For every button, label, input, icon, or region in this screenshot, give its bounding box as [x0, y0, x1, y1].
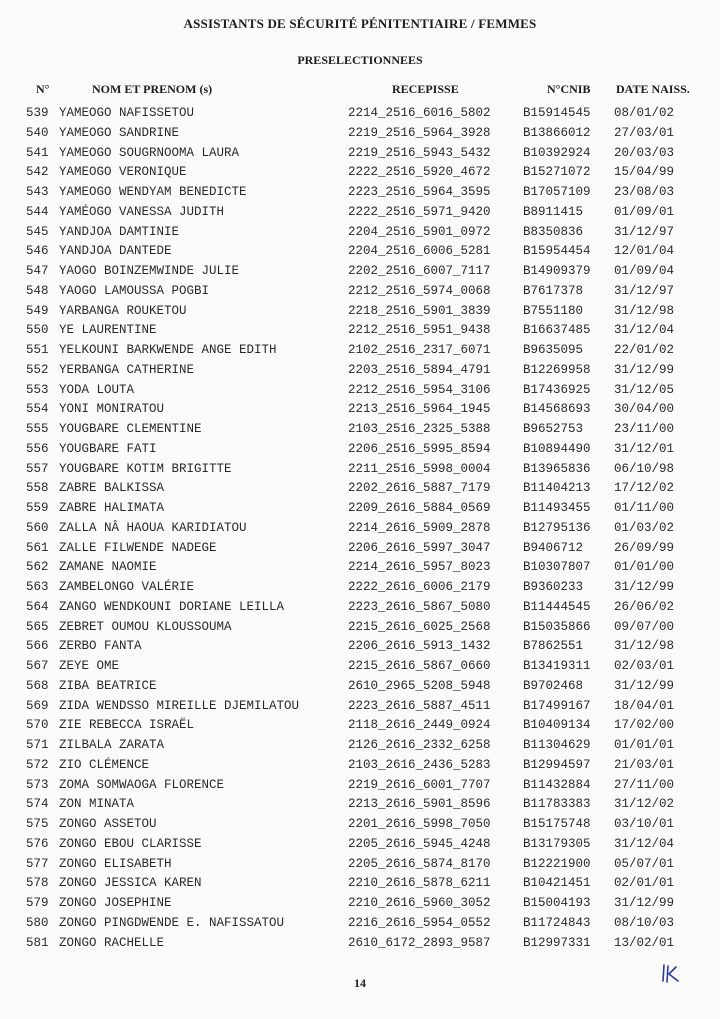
row-cnib: B11724843: [523, 915, 591, 930]
row-cnib: B10307807: [523, 560, 591, 575]
column-header-cnib: N°CNIB: [547, 82, 591, 96]
row-birth-date: 30/04/00: [614, 402, 675, 417]
table-row: [0, 304, 720, 324]
row-birth-date: 12/01/04: [614, 244, 675, 259]
row-number: 573: [26, 777, 49, 792]
table-row: [0, 778, 720, 798]
row-cnib: B9406712: [523, 540, 584, 555]
table-row: [0, 185, 720, 205]
row-recepisse: 2223_2616_5867_5080: [348, 599, 491, 614]
row-name: ZOMA SOMWAOGA FLORENCE: [59, 777, 225, 792]
row-number: 567: [26, 659, 49, 673]
row-recepisse: 2223_2516_5964_3595: [348, 185, 491, 199]
table-row: [0, 560, 720, 580]
row-birth-date: 31/12/98: [614, 303, 675, 318]
row-birth-date: 27/11/00: [614, 777, 675, 792]
row-birth-date: 31/12/99: [614, 678, 675, 693]
table-body: [0, 106, 720, 955]
row-birth-date: 31/12/98: [614, 639, 675, 654]
row-cnib: B11493455: [523, 501, 591, 515]
row-cnib: B12997331: [523, 935, 591, 950]
table-row: [0, 718, 720, 738]
row-name: ZAMANE NAOMIE: [59, 560, 157, 575]
row-birth-date: 13/02/01: [614, 935, 675, 950]
table-row: [0, 659, 720, 679]
row-recepisse: 2215_2616_5867_0660: [348, 659, 491, 673]
row-cnib: B14568693: [523, 402, 591, 417]
row-birth-date: 27/03/01: [614, 125, 675, 140]
row-cnib: B15271072: [523, 165, 591, 180]
row-name: ZONGO EBOU CLARISSE: [59, 836, 202, 851]
row-recepisse: 2118_2616_2449_0924: [348, 718, 491, 733]
table-row: [0, 600, 720, 620]
row-birth-date: 31/12/97: [614, 224, 675, 239]
row-recepisse: 2219_2516_5964_3928: [348, 125, 491, 140]
row-name: YAMEOGO SOUGRNOOMA LAURA: [59, 145, 240, 160]
row-recepisse: 2210_2616_5878_6211: [348, 876, 491, 891]
row-recepisse: 2219_2516_5943_5432: [348, 145, 491, 160]
row-number: 553: [26, 382, 49, 397]
row-birth-date: 23/08/03: [614, 185, 675, 199]
row-birth-date: 26/09/99: [614, 540, 675, 555]
table-row: [0, 106, 720, 126]
row-cnib: B15004193: [523, 896, 591, 910]
table-row: [0, 797, 720, 817]
table-row: [0, 639, 720, 659]
table-row: [0, 205, 720, 225]
row-birth-date: 05/07/01: [614, 856, 675, 871]
row-birth-date: 08/01/02: [614, 106, 675, 120]
column-header-number: N°: [36, 82, 50, 96]
row-recepisse: 2206_2616_5913_1432: [348, 639, 491, 654]
table-header: [0, 82, 720, 102]
row-number: 572: [26, 757, 49, 772]
row-number: 559: [26, 501, 49, 515]
row-number: 569: [26, 698, 49, 713]
row-recepisse: 2610_2965_5208_5948: [348, 678, 491, 693]
row-recepisse: 2215_2616_6025_2568: [348, 619, 491, 634]
row-cnib: B10894490: [523, 441, 591, 456]
row-cnib: B15954454: [523, 244, 591, 259]
row-cnib: B11444545: [523, 599, 591, 614]
row-recepisse: 2214_2616_5957_8023: [348, 560, 491, 575]
row-cnib: B17057109: [523, 185, 591, 199]
row-name: YAOGO LAMOUSSA POGBI: [59, 283, 210, 298]
row-number: 554: [26, 402, 49, 417]
row-birth-date: 21/03/01: [614, 757, 675, 772]
row-cnib: B7862551: [523, 639, 584, 654]
row-name: ZONGO JOSEPHINE: [59, 896, 172, 910]
table-row: [0, 402, 720, 422]
row-birth-date: 23/11/00: [614, 422, 675, 436]
row-cnib: B13179305: [523, 836, 591, 851]
row-recepisse: 2102_2516_2317_6071: [348, 343, 491, 357]
row-recepisse: 2202_2516_6007_7117: [348, 264, 491, 278]
row-recepisse: 2222_2616_6006_2179: [348, 580, 491, 594]
row-number: 571: [26, 738, 49, 752]
row-number: 542: [26, 165, 49, 180]
column-header-recepisse: RECEPISSE: [392, 82, 459, 96]
row-recepisse: 2126_2616_2332_6258: [348, 738, 491, 752]
row-cnib: B15035866: [523, 619, 591, 634]
row-cnib: B11304629: [523, 738, 591, 752]
row-recepisse: 2212_2516_5951_9438: [348, 323, 491, 338]
row-birth-date: 31/12/02: [614, 797, 675, 812]
row-cnib: B16637485: [523, 323, 591, 338]
table-row: [0, 738, 720, 758]
row-number: 555: [26, 422, 49, 436]
row-birth-date: 08/10/03: [614, 915, 675, 930]
row-birth-date: 31/12/05: [614, 382, 675, 397]
table-row: [0, 126, 720, 146]
row-number: 560: [26, 520, 49, 535]
row-cnib: B11783383: [523, 797, 591, 812]
row-cnib: B9635095: [523, 343, 584, 357]
row-recepisse: 2222_2516_5971_9420: [348, 204, 491, 219]
row-cnib: B15175748: [523, 817, 591, 831]
row-number: 556: [26, 441, 49, 456]
row-number: 561: [26, 540, 49, 555]
row-recepisse: 2222_2516_5920_4672: [348, 165, 491, 180]
row-number: 548: [26, 283, 49, 298]
row-cnib: B12269958: [523, 362, 591, 377]
row-number: 547: [26, 264, 49, 278]
row-number: 580: [26, 915, 49, 930]
row-number: 557: [26, 461, 49, 476]
table-row: [0, 857, 720, 877]
row-name: ZANGO WENDKOUNI DORIANE LEILLA: [59, 599, 285, 614]
row-birth-date: 15/04/99: [614, 165, 675, 180]
row-cnib: B13965836: [523, 461, 591, 476]
row-birth-date: 01/11/00: [614, 501, 675, 515]
row-name: ZONGO JESSICA KAREN: [59, 876, 202, 891]
row-recepisse: 2212_2516_5974_0068: [348, 283, 491, 298]
row-birth-date: 26/06/02: [614, 599, 675, 614]
row-birth-date: 31/12/04: [614, 323, 675, 338]
table-row: [0, 462, 720, 482]
table-row: [0, 620, 720, 640]
row-number: 566: [26, 639, 49, 654]
row-name: YAMEOGO SANDRINE: [59, 125, 180, 140]
row-recepisse: 2206_2616_5997_3047: [348, 540, 491, 555]
table-row: [0, 264, 720, 284]
row-recepisse: 2213_2516_5964_1945: [348, 402, 491, 417]
row-name: ZONGO PINGDWENDE E. NAFISSATOU: [59, 915, 285, 930]
document-subtitle: PRESELECTIONNEES: [297, 53, 423, 67]
row-recepisse: 2206_2516_5995_8594: [348, 441, 491, 456]
row-name: YANDJOA DANTEDE: [59, 244, 172, 259]
row-number: 564: [26, 599, 49, 614]
row-name: YAMEOGO WENDYAM BENEDICTE: [59, 185, 247, 199]
table-row: [0, 817, 720, 837]
row-cnib: B10392924: [523, 145, 591, 160]
row-name: YOUGBARE KOTIM BRIGITTE: [59, 461, 232, 476]
table-row: [0, 442, 720, 462]
table-row: [0, 837, 720, 857]
row-name: ZERBO FANTA: [59, 639, 142, 654]
row-birth-date: 06/10/98: [614, 461, 675, 476]
row-birth-date: 02/01/01: [614, 876, 675, 891]
row-name: YONI MONIRATOU: [59, 402, 165, 417]
table-row: [0, 501, 720, 521]
row-cnib: B9360233: [523, 580, 584, 594]
table-row: [0, 896, 720, 916]
row-recepisse: 2103_2516_2325_5388: [348, 422, 491, 436]
row-number: 540: [26, 125, 49, 140]
row-name: ZALLE FILWENDE NADEGE: [59, 540, 217, 555]
table-row: [0, 541, 720, 561]
row-birth-date: 01/09/04: [614, 264, 675, 278]
row-name: YARBANGA ROUKETOU: [59, 303, 187, 318]
row-name: YERBANGA CATHERINE: [59, 362, 195, 377]
table-row: [0, 699, 720, 719]
row-number: 577: [26, 856, 49, 871]
row-recepisse: 2209_2616_5884_0569: [348, 501, 491, 515]
row-cnib: B8911415: [523, 204, 584, 219]
row-name: ZONGO ELISABETH: [59, 856, 172, 871]
row-recepisse: 2201_2616_5998_7050: [348, 817, 491, 831]
table-row: [0, 343, 720, 363]
row-name: YOUGBARE CLEMENTINE: [59, 422, 202, 436]
table-row: [0, 916, 720, 936]
row-name: ZIE REBECCA ISRAËL: [59, 718, 195, 733]
row-birth-date: 20/03/03: [614, 145, 675, 160]
row-recepisse: 2214_2616_5909_2878: [348, 520, 491, 535]
row-recepisse: 2214_2516_6016_5802: [348, 106, 491, 120]
row-name: ZIO CLÉMENCE: [59, 757, 150, 772]
row-number: 544: [26, 204, 49, 219]
page-number: 14: [354, 976, 366, 990]
row-name: YOUGBARE FATI: [59, 441, 157, 456]
row-cnib: B13419311: [523, 659, 591, 673]
row-name: ZEBRET OUMOU KLOUSSOUMA: [59, 619, 232, 634]
row-name: YANDJOA DAMTINIE: [59, 224, 180, 239]
table-row: [0, 284, 720, 304]
row-recepisse: 2223_2616_5887_4511: [348, 698, 491, 713]
row-birth-date: 31/12/97: [614, 283, 675, 298]
row-name: YELKOUNI BARKWENDE ANGE EDITH: [59, 343, 277, 357]
row-recepisse: 2204_2516_6006_5281: [348, 244, 491, 259]
table-row: [0, 679, 720, 699]
row-birth-date: 31/12/99: [614, 896, 675, 910]
row-number: 575: [26, 817, 49, 831]
table-row: [0, 521, 720, 541]
row-cnib: B12221900: [523, 856, 591, 871]
table-row: [0, 383, 720, 403]
row-number: 574: [26, 797, 49, 812]
row-recepisse: 2210_2616_5960_3052: [348, 896, 491, 910]
column-header-date: DATE NAISS.: [616, 82, 690, 96]
row-recepisse: 2211_2516_5998_0004: [348, 461, 491, 476]
table-row: [0, 165, 720, 185]
row-cnib: B12994597: [523, 757, 591, 772]
row-recepisse: 2204_2516_5901_0972: [348, 224, 491, 239]
row-number: 579: [26, 896, 49, 910]
row-birth-date: 31/12/01: [614, 441, 675, 456]
row-birth-date: 31/12/99: [614, 580, 675, 594]
table-row: [0, 323, 720, 343]
row-cnib: B14909379: [523, 264, 591, 278]
row-birth-date: 09/07/00: [614, 619, 675, 634]
row-number: 565: [26, 619, 49, 634]
row-number: 562: [26, 560, 49, 575]
row-birth-date: 01/03/02: [614, 520, 675, 535]
row-name: YODA LOUTA: [59, 382, 135, 397]
table-row: [0, 363, 720, 383]
row-birth-date: 18/04/01: [614, 698, 675, 713]
row-name: ZALLA NÂ HAOUA KARIDIATOU: [59, 520, 247, 535]
row-number: 581: [26, 935, 49, 950]
row-recepisse: 2216_2616_5954_0552: [348, 915, 491, 930]
row-number: 558: [26, 481, 49, 496]
row-birth-date: 03/10/01: [614, 817, 675, 831]
row-name: ZAMBELONGO VALÉRIE: [59, 580, 195, 594]
row-birth-date: 02/03/01: [614, 659, 675, 673]
row-number: 578: [26, 876, 49, 891]
row-birth-date: 01/01/00: [614, 560, 675, 575]
row-name: YAOGO BOINZEMWINDE JULIE: [59, 264, 240, 278]
row-cnib: B17499167: [523, 698, 591, 713]
row-number: 550: [26, 323, 49, 338]
row-number: 563: [26, 580, 49, 594]
row-birth-date: 17/12/02: [614, 481, 675, 496]
row-birth-date: 31/12/04: [614, 836, 675, 851]
row-name: ZONGO ASSETOU: [59, 817, 157, 831]
row-name: ZABRE BALKISSA: [59, 481, 165, 496]
row-recepisse: 2203_2516_5894_4791: [348, 362, 491, 377]
row-number: 545: [26, 224, 49, 239]
row-cnib: B15914545: [523, 106, 591, 120]
row-cnib: B9652753: [523, 422, 584, 436]
table-row: [0, 580, 720, 600]
row-recepisse: 2610_6172_2893_9587: [348, 935, 491, 950]
row-cnib: B7617378: [523, 283, 584, 298]
row-cnib: B10421451: [523, 876, 591, 891]
row-number: 551: [26, 343, 49, 357]
row-birth-date: 01/09/01: [614, 204, 675, 219]
table-row: [0, 225, 720, 245]
document-title: ASSISTANTS DE SÉCURITÉ PÉNITENTIAIRE / FEMMES: [183, 16, 537, 31]
table-row: [0, 146, 720, 166]
row-birth-date: 22/01/02: [614, 343, 675, 357]
row-name: ZABRE HALIMATA: [59, 501, 165, 515]
row-number: 570: [26, 718, 49, 733]
row-recepisse: 2103_2616_2436_5283: [348, 757, 491, 772]
row-number: 576: [26, 836, 49, 851]
row-cnib: B7551180: [523, 303, 584, 318]
row-recepisse: 2219_2616_6001_7707: [348, 777, 491, 792]
row-number: 549: [26, 303, 49, 318]
row-cnib: B17436925: [523, 382, 591, 397]
row-name: YAMEOGO NAFISSETOU: [59, 106, 195, 120]
row-birth-date: 31/12/99: [614, 362, 675, 377]
row-number: 552: [26, 362, 49, 377]
row-name: YE LAURENTINE: [59, 323, 157, 338]
row-recepisse: 2202_2616_5887_7179: [348, 481, 491, 496]
row-cnib: B10409134: [523, 718, 591, 733]
row-cnib: B11432884: [523, 777, 591, 792]
row-number: 568: [26, 678, 49, 693]
table-row: [0, 244, 720, 264]
row-number: 543: [26, 185, 49, 199]
row-number: 546: [26, 244, 49, 259]
row-cnib: B13866012: [523, 125, 591, 140]
row-name: ZON MINATA: [59, 797, 135, 812]
table-row: [0, 936, 720, 956]
row-name: YAMÉOGO VANESSA JUDITH: [59, 204, 225, 219]
row-birth-date: 17/02/00: [614, 718, 675, 733]
row-name: ZILBALA ZARATA: [59, 738, 165, 752]
row-name: ZIDA WENDSSO MIREILLE DJEMILATOU: [59, 698, 300, 713]
column-header-name: NOM ET PRENOM (s): [92, 82, 213, 96]
row-number: 539: [26, 106, 49, 120]
row-recepisse: 2218_2516_5901_3839: [348, 303, 491, 318]
row-number: 541: [26, 145, 49, 160]
table-row: [0, 758, 720, 778]
row-recepisse: 2212_2516_5954_3106: [348, 382, 491, 397]
row-name: YAMEOGO VERONIQUE: [59, 165, 187, 180]
row-recepisse: 2213_2616_5901_8596: [348, 797, 491, 812]
row-name: ZONGO RACHELLE: [59, 935, 165, 950]
row-cnib: B9702468: [523, 678, 584, 693]
row-recepisse: 2205_2616_5874_8170: [348, 856, 491, 871]
row-cnib: B8350836: [523, 224, 584, 239]
table-row: [0, 876, 720, 896]
row-cnib: B12795136: [523, 520, 591, 535]
row-name: ZEYE OME: [59, 659, 120, 673]
row-birth-date: 01/01/01: [614, 738, 675, 752]
table-row: [0, 422, 720, 442]
row-cnib: B11404213: [523, 481, 591, 496]
row-recepisse: 2205_2616_5945_4248: [348, 836, 491, 851]
row-name: ZIBA BEATRICE: [59, 678, 157, 693]
table-row: [0, 481, 720, 501]
signature-initials: [660, 962, 682, 989]
